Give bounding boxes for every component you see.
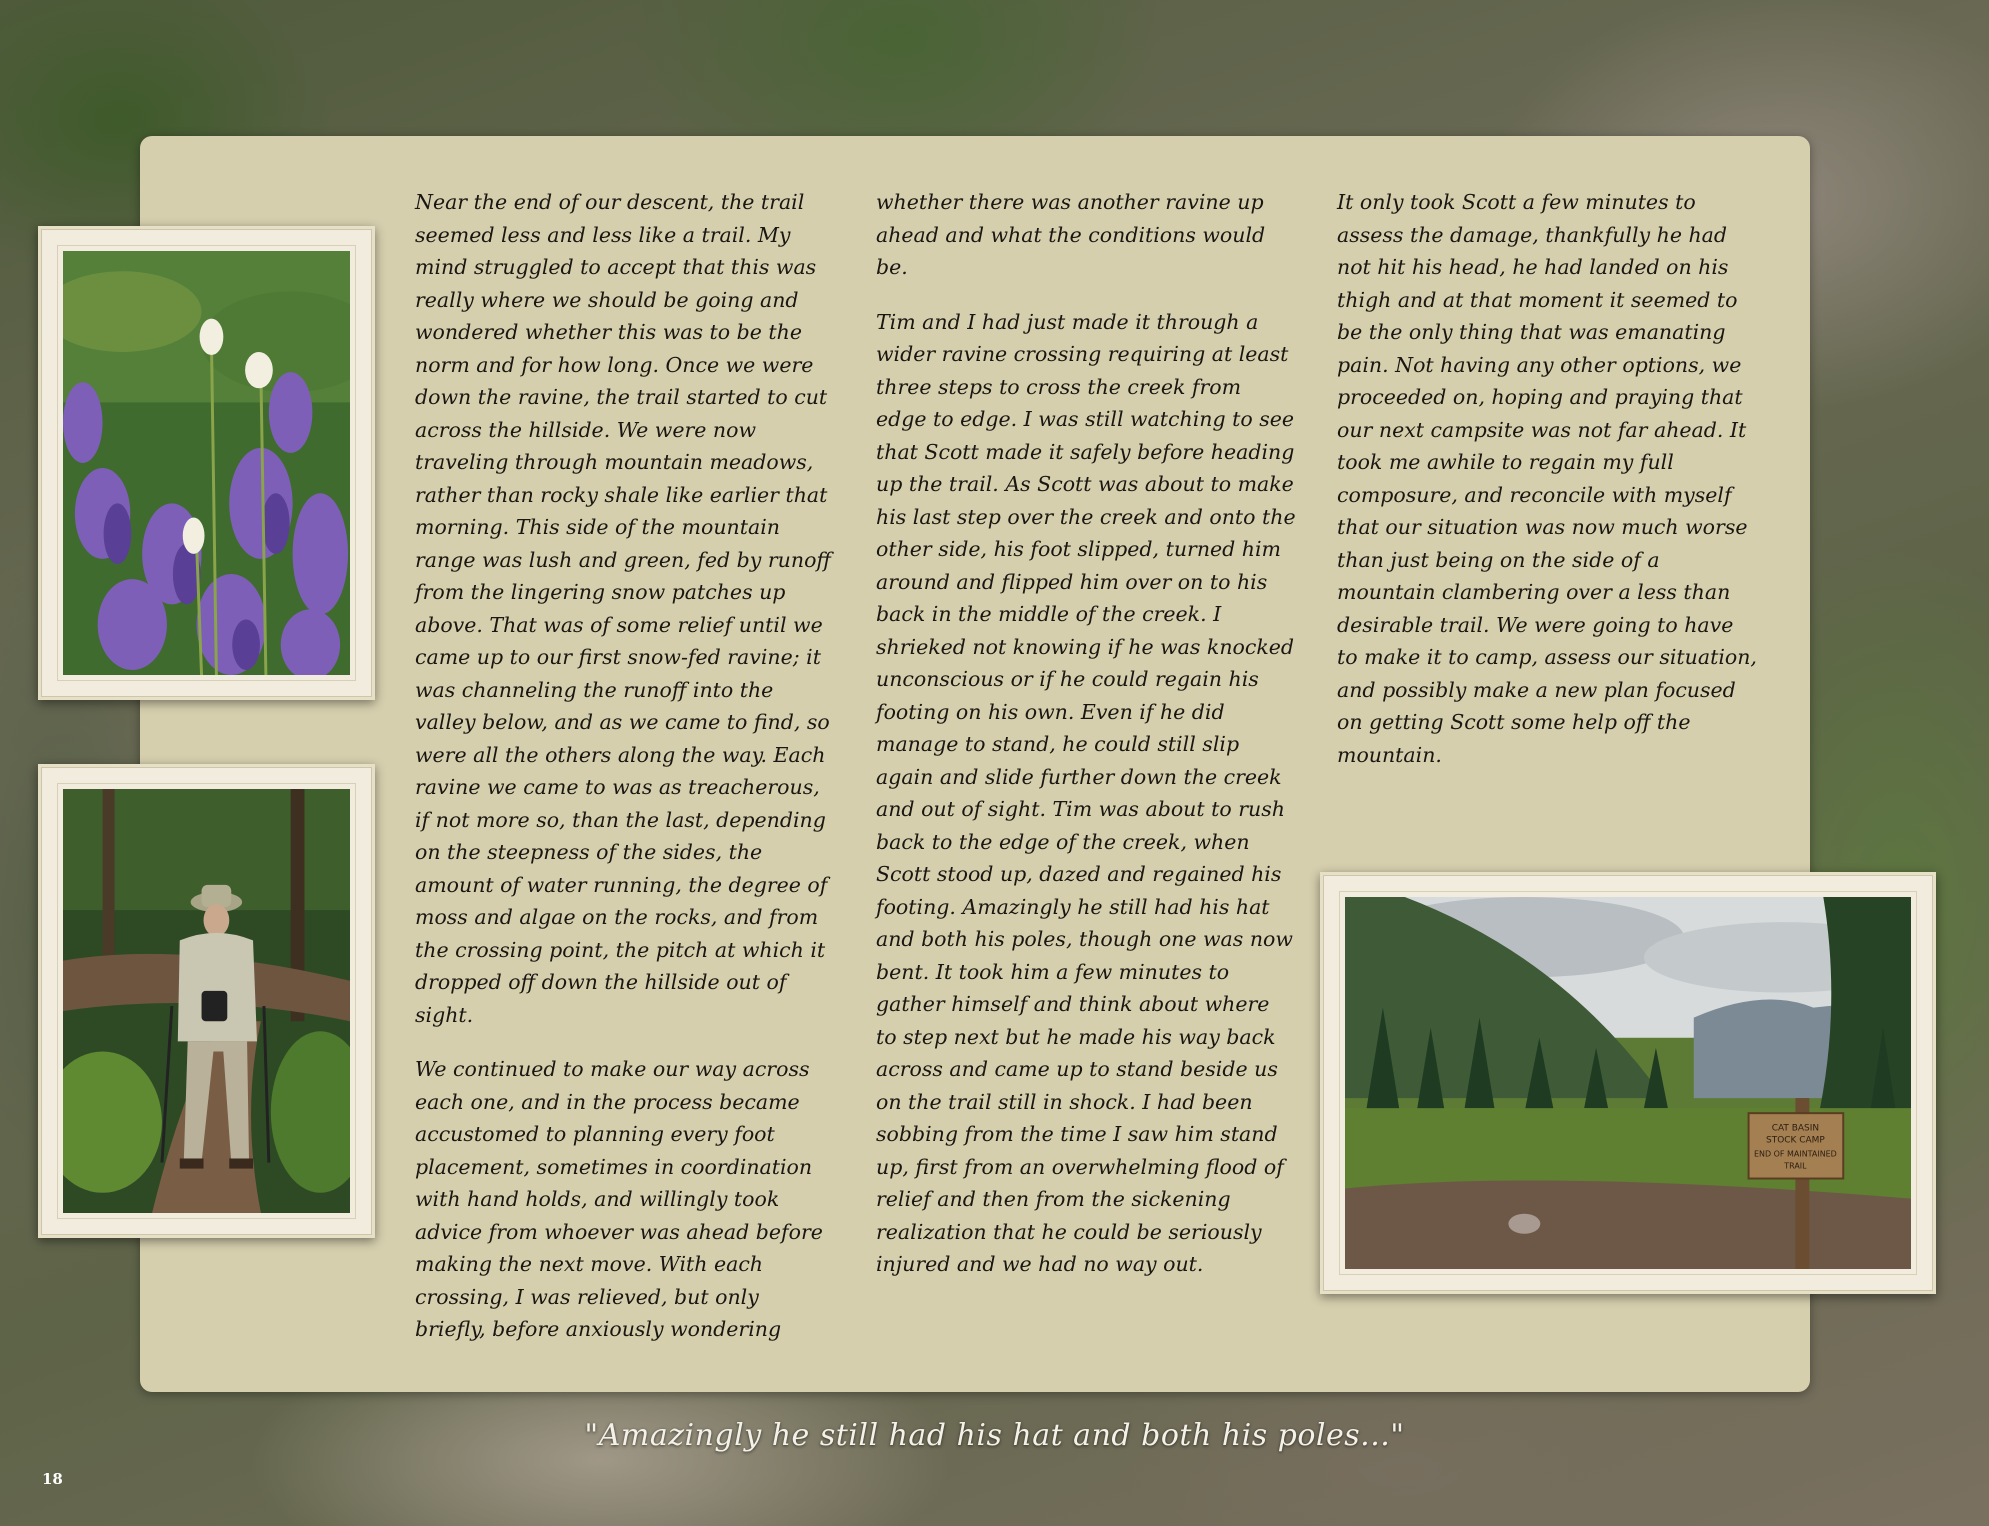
photo-frame-wildflowers [38,226,375,700]
sign-line-1: CAT BASIN [1771,1123,1820,1134]
hiker-photo [63,789,350,1213]
photo-frame-meadow [1320,872,1936,1294]
page-number: 18 [42,1470,63,1488]
column-2-paragraph-2: Tim and I had just made it through a wider ravine crossing requiring at least three steps to cross the creek from edge to edge. I was still watching to see that Scott made it safely before heading up the trail. As Scott was about to make his last step over the creek and onto the other side, his foot slipped, turned him around and flipped him over on to his back in the middle of the creek. I shrieked not knowing if he was knocked unconscious or if he could regain his footing on his own. Even if he did manage to stand, he could still slip again and slide further down the creek and out of sight. Tim was about to rush back to the edge of the creek, when Scott stood up, dazed and regained his footing. Amazingly he still had his hat and both his poles, though one was now bent. It took him a few minutes to gather himself and think about where to step next but he made his way back across and came up to stand beside us on the trail still in shock. I had been sobbing from the time I saw him stand up, first from an overwhelming flood of relief and then from the sickening realization that he could be seriously injured and we had no way out. [876,309,1296,1276]
wildflowers-photo [63,251,350,675]
column-1-paragraph-2: We continued to make our way across each one, and in the process became accustomed to planning every foot placement, sometimes in coordination with hand holds, and willingly took advice from whoever was ahead before making the next move. With each crossing, I was relieved, but only briefly, before anxiously wondering [415,1057,823,1341]
column-3-paragraph-1: It only took Scott a few minutes to assess the damage, thankfully he had not hit his head, he had landed on his thigh and at that moment it seemed to be the only thing that was emanating pain. Not having any other options, we proceeded on, hoping and praying that our next campsite was not far ahead. It took me awhile to regain my full composure, and reconcile with myself that our situation was now much worse than just being on the side of a mountain clambering over a less than desirable trail. We were going to have to make it to camp, assess our situation, and possibly make a new plan focused on getting Scott some help off the mountain. [1337,190,1757,767]
sign-line-2: STOCK CAMP [1766,1135,1825,1146]
meadow-photo [1345,897,1911,1269]
sign-line-4: TRAIL [1784,1161,1807,1171]
text-column-1 [415,186,835,1368]
sign-line-3: END OF MAINTAINED [1753,1149,1837,1159]
text-column-2 [876,186,1296,1303]
pull-quote: "Amazingly he still had his hat and both his poles..." [584,1418,1405,1453]
text-column-3 [1337,186,1757,793]
column-2-paragraph-1: whether there was another ravine up ahead and what the conditions would be. [876,190,1266,279]
column-1-paragraph-1: Near the end of our descent, the trail seemed less and less like a trail. My mind struggled to accept that this was really where we should be going and wondered whether this was to be the norm and for how long. Once we were down the ravine, the trail started to cut across the hillside. We were now traveling through mountain meadows, rather than rocky shale like earlier that morning. This side of the mountain range was lush and green, fed by runoff from the lingering snow patches up above. That was of some relief until we came up to our first snow-fed ravine; it was channeling the runoff into the valley below, and as we came to find, so were all the others along the way. Each ravine we came to was as treacherous, if not more so, than the last, depending on the steepness of the sides, the amount of water running, the degree of moss and algae on the rocks, and from the crossing point, the pitch at which it dropped off down the hillside out of sight. [415,190,831,1027]
photo-frame-hiker [38,764,375,1238]
